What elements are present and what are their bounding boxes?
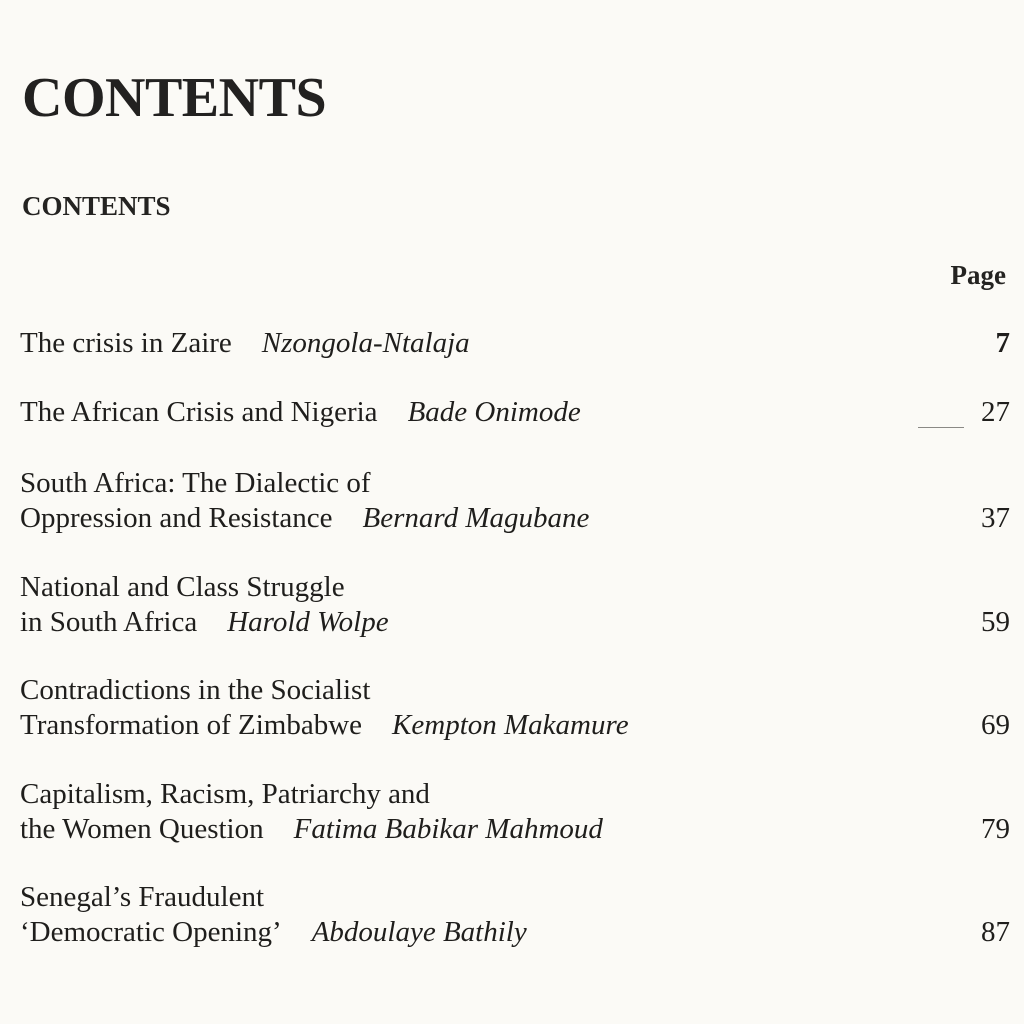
toc-entry-5 bbox=[0, 673, 1024, 743]
toc-entry-6 bbox=[0, 777, 1024, 847]
page-column-header: Page bbox=[950, 260, 1006, 290]
toc-entry-title: The African Crisis and Nigeria bbox=[20, 396, 378, 428]
toc-entry-text bbox=[20, 395, 581, 430]
toc-entry-text bbox=[20, 673, 629, 743]
toc-entry-2 bbox=[0, 395, 1024, 430]
toc-entry-title: South Africa: The Dialectic of bbox=[20, 467, 371, 499]
toc-entry-author: Harold Wolpe bbox=[227, 606, 389, 638]
toc-entry-text bbox=[20, 880, 527, 950]
toc-entry-title: Capitalism, Racism, Patriarchy and bbox=[20, 778, 430, 810]
toc-entry-page: 79 bbox=[981, 813, 1010, 845]
toc-entry-title-cont: ‘Democratic Opening’ bbox=[20, 916, 282, 948]
toc-entry-title: National and Class Struggle bbox=[20, 571, 345, 603]
leader-dash bbox=[918, 427, 964, 428]
toc-entry-text bbox=[20, 326, 470, 361]
toc-entry-page: 59 bbox=[981, 606, 1010, 638]
toc-entry-title: Senegal’s Fraudulent bbox=[20, 881, 265, 913]
toc-entry-3 bbox=[0, 466, 1024, 536]
toc-entry-page: 7 bbox=[995, 327, 1010, 359]
toc-entry-title-cont: Transformation of Zimbabwe bbox=[20, 709, 363, 741]
toc-entry-1 bbox=[0, 326, 1024, 361]
toc-entry-author: Nzongola-Ntalaja bbox=[261, 327, 470, 359]
toc-entry-page: 87 bbox=[981, 916, 1010, 948]
toc-entry-author: Fatima Babikar Mahmoud bbox=[293, 813, 603, 845]
toc-entry-page: 27 bbox=[981, 396, 1010, 428]
toc-entry-page: 69 bbox=[981, 709, 1010, 741]
toc-entry-author: Bernard Magubane bbox=[362, 502, 590, 534]
toc-entry-text bbox=[20, 777, 603, 847]
toc-entry-title: The crisis in Zaire bbox=[20, 327, 232, 359]
toc-entry-author: Abdoulaye Bathily bbox=[311, 916, 527, 948]
toc-entry-page: 37 bbox=[981, 502, 1010, 534]
toc-entry-4 bbox=[0, 570, 1024, 640]
toc-entry-title: Contradictions in the Socialist bbox=[20, 674, 371, 706]
page-title: CONTENTS bbox=[22, 67, 327, 129]
toc-entry-author: Kempton Makamure bbox=[392, 709, 629, 741]
toc-entry-title-cont: the Women Question bbox=[20, 813, 264, 845]
toc-entry-text bbox=[20, 466, 589, 536]
toc-entry-text bbox=[20, 570, 389, 640]
toc-entry-title-cont: in South Africa bbox=[20, 606, 198, 638]
section-heading: CONTENTS bbox=[22, 191, 171, 221]
toc-entry-7 bbox=[0, 880, 1024, 950]
toc-entry-title-cont: Oppression and Resistance bbox=[20, 502, 333, 534]
toc-entry-author: Bade Onimode bbox=[407, 396, 581, 428]
